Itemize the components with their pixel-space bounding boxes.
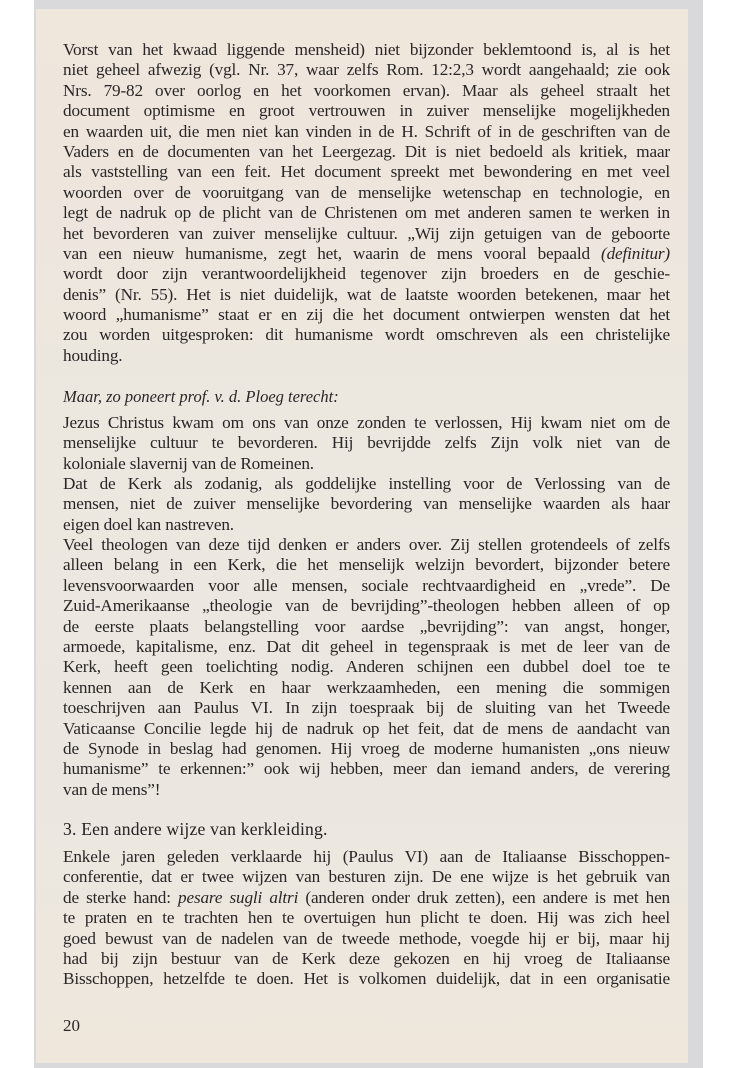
- text-line: de Synode in beslag had genomen. Hij vroeg de moderne humanisten „ons nieuw: [63, 738, 670, 758]
- text-line: zou worden uitgesproken: dit humanisme wordt omschreven als een christelijke: [63, 325, 670, 345]
- page-number: 20: [63, 1016, 80, 1035]
- text-line: toeschrijven aan Paulus VI. In zijn toespraak bij de sluiting van het Tweede: [63, 698, 670, 718]
- text-line: van de mens”!: [63, 779, 161, 799]
- text-line: Bisschoppen, hetzelfde te doen. Het is volkomen duidelijk, dat in een organisatie: [63, 969, 670, 989]
- paragraph-2: [63, 413, 670, 474]
- text-line: als vaststelling van een feit. Het document spreekt met bewondering en met veel: [63, 162, 670, 182]
- text-line: document optimisme en groot vertrouwen in zuiver menselijke mogelijkheden: [63, 101, 670, 121]
- text-line: wordt door zijn verantwoordelijkheid tegenover zijn broeders en de geschie-: [63, 264, 670, 284]
- paragraph-5: [63, 847, 670, 990]
- text-line: het bevorderen van zuiver menselijke cultuur. „Wij zijn getuigen van de geboorte: [63, 223, 670, 243]
- paragraph-3: [63, 474, 670, 535]
- paragraph-1: [63, 40, 670, 366]
- text-line: Vaders en de documenten van het Leergezag. Dit is niet bedoeld als kritiek, maar: [63, 141, 670, 161]
- text-line: levensvoorwaarden voor alle mensen, sociale rechtvaardigheid en „vrede”. De: [63, 575, 670, 595]
- text-line: goed bewust van de nadelen van de tweede methode, voegde hij er bij, maar hij: [63, 928, 670, 948]
- section-heading-text: 3. Een andere wijze van kerkleiding.: [63, 819, 328, 839]
- text-line: Nrs. 79-82 over oorlog en het voorkomen ervan). Maar als geheel straalt het: [63, 80, 670, 100]
- section-heading: [63, 819, 670, 839]
- text-line: denis” (Nr. 55). Het is niet duidelijk, wat de laatste woorden betekenen, maar het: [63, 284, 670, 304]
- text-line: houding.: [63, 345, 123, 365]
- text-line: conferentie, dat er twee wijzen van besturen zijn. De ene wijze is het gebruik van: [63, 867, 670, 887]
- text-line: Enkele jaren geleden verklaarde hij (Paulus VI) aan de Italiaanse Bisschoppen-: [63, 847, 670, 866]
- text-line: koloniale slavernij van de Romeinen.: [63, 453, 314, 473]
- paragraph-4: [63, 535, 670, 800]
- text-line: menselijke cultuur te bevorderen. Hij bevrijdde zelfs Zijn volk niet van de: [63, 433, 670, 453]
- text-line: woord „humanisme” staat er en zij die het document ontwierpen wensten dat het: [63, 305, 670, 325]
- text-line: Vaticaanse Concilie legde hij de nadruk op het feit, dat de mens de aandacht van: [63, 718, 670, 738]
- text-line: armoede, kapitalisme, enz. Dat dit geheel in tegenspraak is met de leer van de: [63, 636, 670, 656]
- text-line: mensen, niet de zuiver menselijke bevordering van menselijke waarden als haar: [63, 494, 670, 514]
- text-line: humanisme” te erkennen:” ook wij hebben, meer dan iemand anders, de verering: [63, 759, 670, 779]
- text-line: de eerste plaats belangstelling voor aardse „bevrijding”: van angst, honger,: [63, 616, 670, 636]
- text-line: van een nieuw humanisme, zegt het, waarin de mens vooral bepaald (definitur): [63, 243, 670, 263]
- quote-intro-text: Maar, zo poneert prof. v. d. Ploeg terecht:: [63, 387, 339, 406]
- text-line: legt de nadruk op de plicht van de Christenen om met anderen samen te werken in: [63, 203, 670, 223]
- text-line: eigen doel kan nastreven.: [63, 514, 234, 534]
- text-line: Kerk, heeft geen toelichting nodig. Anderen schijnen een dubbel doel toe te: [63, 657, 670, 677]
- text-line: en waarden uit, die men niet kan vinden in de H. Schrift of in de geschriften van de: [63, 121, 670, 141]
- text-line: de sterke hand: pesare sugli altri (anderen onder druk zetten), een andere is met hen: [63, 887, 670, 907]
- text-line: alleen belang in een Kerk, die het menselijk welzijn bevordert, bijzonder betere: [63, 555, 670, 575]
- text-line: te praten en te trachten hen te overtuigen hun plicht te doen. Hij was zich heel: [63, 908, 670, 928]
- text-line: niet geheel afwezig (vgl. Nr. 37, waar zelfs Rom. 12:2,3 wordt aangehaald; zie ook: [63, 60, 670, 80]
- text-line: Vorst van het kwaad liggende mensheid) niet bijzonder beklemtoond is, al is het: [63, 40, 670, 59]
- text-line: Dat de Kerk als zodanig, als goddelijke instelling voor de Verlossing van de: [63, 474, 670, 493]
- text-line: Zuid-Amerikaanse „theologie van de bevrijding”-theologen hebben alleen of op: [63, 596, 670, 616]
- text-line: woorden over de vooruitgang van de menselijke wetenschap en technologie, en: [63, 182, 670, 202]
- text-line: Jezus Christus kwam om ons van onze zonden te verlossen, Hij kwam niet om de: [63, 413, 670, 432]
- text-line: had bij zijn bestuur van de Kerk deze gekozen en hij vroeg de Italiaanse: [63, 948, 670, 968]
- italic-term: (definitur): [601, 243, 670, 263]
- text-line: kennen aan de Kerk en haar werkzaamheden, een mening die sommigen: [63, 677, 670, 697]
- quote-intro: [63, 387, 670, 407]
- text-line: Veel theologen van deze tijd denken er anders over. Zij stellen grotendeels of zelfs: [63, 535, 670, 554]
- italic-term: pesare sugli altri: [178, 887, 299, 907]
- book-page: [36, 9, 688, 1063]
